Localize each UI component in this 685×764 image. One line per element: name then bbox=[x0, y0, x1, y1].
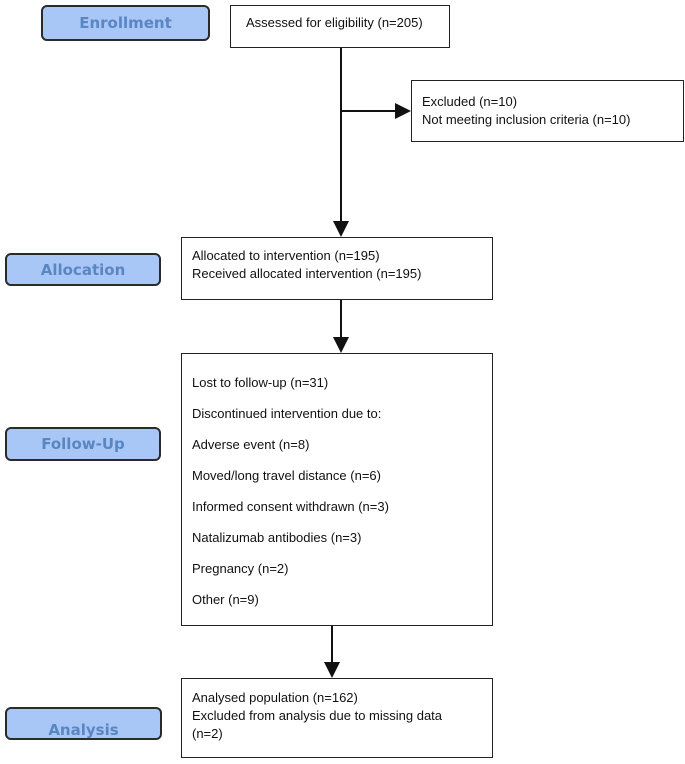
follow-up-line: Informed consent withdrawn (n=3) bbox=[192, 499, 389, 514]
follow-up-line: Lost to follow-up (n=31) bbox=[192, 375, 329, 390]
allocated-box bbox=[181, 237, 493, 300]
analysis-line: Excluded from analysis due to missing data bbox=[192, 708, 443, 723]
excluded-box bbox=[411, 80, 684, 142]
analysis-box bbox=[181, 678, 493, 758]
analysis-line: (n=2) bbox=[192, 726, 223, 741]
stage-analysis: Analysis bbox=[5, 707, 162, 740]
follow-up-line: Pregnancy (n=2) bbox=[192, 561, 289, 576]
follow-up-line: Moved/long travel distance (n=6) bbox=[192, 468, 381, 483]
follow-up-line: Other (n=9) bbox=[192, 592, 259, 607]
allocated-line: Allocated to intervention (n=195) bbox=[192, 248, 380, 263]
stage-enrollment: Enrollment bbox=[41, 5, 210, 41]
analysis-line: Analysed population (n=162) bbox=[192, 690, 358, 705]
assessed-box bbox=[230, 5, 450, 48]
excluded-line: Not meeting inclusion criteria (n=10) bbox=[422, 112, 631, 127]
follow-up-line: Adverse event (n=8) bbox=[192, 437, 310, 452]
assessed-text: Assessed for eligibility (n=205) bbox=[246, 15, 423, 30]
stage-follow-up: Follow-Up bbox=[5, 427, 161, 461]
follow-up-box bbox=[181, 353, 493, 626]
allocated-line: Received allocated intervention (n=195) bbox=[192, 266, 422, 281]
follow-up-line: Natalizumab antibodies (n=3) bbox=[192, 530, 362, 545]
stage-allocation: Allocation bbox=[5, 253, 161, 286]
follow-up-line: Discontinued intervention due to: bbox=[192, 406, 382, 421]
excluded-line: Excluded (n=10) bbox=[422, 94, 518, 109]
